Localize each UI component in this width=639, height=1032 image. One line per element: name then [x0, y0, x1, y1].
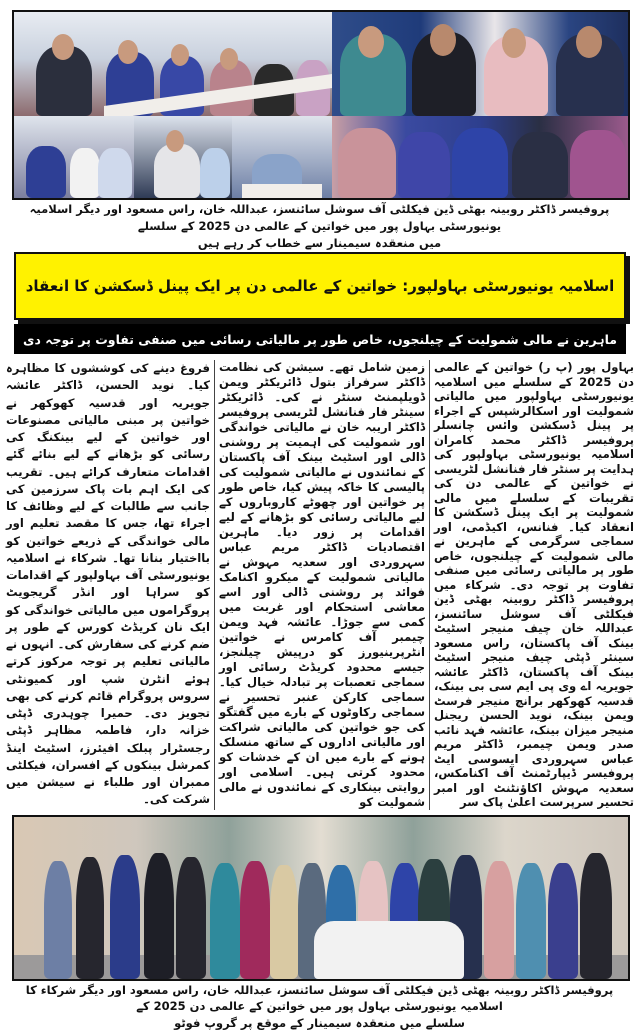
group-photo — [12, 815, 630, 981]
bottom-photo-caption — [8, 982, 631, 1031]
photo-audience-panel — [14, 12, 332, 116]
headline-banner — [14, 252, 626, 320]
subheadline-text: ماہرین نے مالی شمولیت کے چیلنجوں، خاص طور پر مالیاتی رسائی میں صنفی تفاوت پر توجہ دی — [22, 331, 618, 347]
photo-panel-speakers — [332, 12, 628, 116]
subheadline-banner — [14, 324, 626, 354]
bottom-caption-line-1: پروفیسر ڈاکٹر روبینہ بھٹی ڈین فیکلٹی آف سوشل سائنسز، عبداللہ خان، راس مسعود اور دیگر شرکاء کا اسلامیہ یونیورسٹی بہاول پور میں خواتین کے عالمی دن 2025 کے — [25, 983, 614, 1014]
article-column-2: زمین شامل تھے۔ سیشن کی نظامت ڈاکٹر سرفراز بتول ڈائریکٹر ویمن ڈویلپمنٹ سنٹر نے کی۔ ڈائریکٹر سینٹر فار فنانشل لٹریسی پروفیسر ڈاکٹر اریبہ خان نے مالیاتی خواندگی اور شمولیت کی اہمیت پر روشنی ڈالی اور اسٹیٹ بینک آف پاکستان کے نمائندوں نے مالیاتی شمولیت کی پالیسی کا خاکہ پیش کیا، خاص طور پر خواتین اور چھوٹے کاروباروں کے لیے مالیاتی رسائی کو بڑھانے کے لیے اقدامات پر زور دیا۔ ماہرین اقتصادیات ڈاکٹر مریم عباس سہروردی اور سعدیہ مہوش نے مالیاتی شمولیت کے میکرو اکنامک فوائد پر روشنی ڈالی اور اسے معاشی استحکام اور غربت میں کمی سے جوڑا۔ عائشہ فہد ویمن چیمبر آف کامرس نے خواتین انٹرپرینیورز کو درپیش چیلنجز، جیسے محدود کریڈٹ رسائی اور سماجی تعصبات پر تبادلہ خیال کیا۔ سماجی کارکن عنبر تحسیر نے سماجی رکاوٹوں کے بارے میں گفتگو کی جو خواتین کی مالیاتی شراکت اور مالیاتی اداروں کے ساتھ منسلک ہونے کے بارے میں ان کے خدشات کو محدود کرتی ہیں۔ اسلامی اور روایتی بینکاری کے نمائندوں نے مالی شمولیت کو — [219, 360, 425, 809]
article-column-1: بہاول پور (پ ر) خواتین کے عالمی دن 2025 کے سلسلے میں اسلامیہ یونیورسٹی بہاولپور میں مالیاتی شمولیت اور اسکالرشپس کے اجراء پر پینل ڈسکشن وائس چانسلر پروفیسر ڈاکٹر محمد کامران اسلامیہ یونیورسٹی بہاولپور کی ہدایت پر سنٹر فار فنانشل لٹریسی نے خواتین کے عالمی دن کی تقریبات کے سلسلے میں مالی شمولیت پر ایک پینل ڈسکشن کا انعقاد کیا۔ فنانس، اکیڈمی، اور سماجی سرگرمی کے ماہرین نے مالی شمولیت کے چیلنجوں، خاص طور پر مالیاتی رسائی میں صنفی تفاوت پر توجہ دی۔ شرکاء میں پروفیسر ڈاکٹر روبینہ بھٹی ڈین فیکلٹی آف سوشل سائنسز، عبداللہ خان چیف منیجر اسٹیٹ بینک آف پاکستان، راس مسعود سینئر ڈپٹی چیف منیجر اسٹیٹ بینک آف پاکستان، ڈاکٹر عائشہ جویریہ اے وی پی ایم سی بی بینک، قدسیہ کھوکھر برانچ منیجر فرسٹ ویمن بینک، نوید الحسن ریجنل منیجر میزان بینک، عائشہ فہد نائب صدر ویمن چیمبر، ڈاکٹر مریم عباس سہروردی ایسوسی ایٹ پروفیسر ڈیپارٹمنٹ آف اکنامکس، سعدیہ مہوش اکاؤنٹنٹ اور امبر تحسیر سرپرست اعلیٰ پاک سر — [434, 360, 634, 809]
column-divider — [214, 360, 215, 810]
top-caption-line-2: میں منعقدہ سیمینار سے خطاب کر رہے ہیں — [197, 235, 442, 250]
article-column-3: فروغ دینے کی کوششوں کا مظاہرہ کیا۔ نوید الحسن، ڈاکٹر عائشہ جویریہ اور قدسیہ کھوکھر نے خواتین پر مبنی مالیاتی مصنوعات اور خواتین کے لیے بینکنگ کی رسائی کو بڑھانے کے لیے بنائے گئے اقدامات متعارف کرائے ہیں۔ تقریب کی ایک اہم بات پاک سرزمین کی جانب سے طالبات کے لیے وظائف کا اجراء تھا، جس کا مقصد تعلیم اور مالی خواندگی کے ذریعے خواتین کو بااختیار بنانا تھا۔ شرکاء نے اسلامیہ یونیورسٹی آف بہاولپور کے اقدامات کو سراہا اور انڈر گریجویٹ پروگراموں میں مالیاتی خواندگی کو ایک نان کریڈٹ کورس کے طور پر ضم کرنے کی سفارش کی۔ انہوں نے مالیاتی تعلیم پر توجہ مرکوز کرتے ہوئے انٹرن شپ اور کمیونٹی سروس پروگرام قائم کرنے کی بھی تجویز دی۔ حمیرا چوہدری ڈپٹی خزانہ دار، فاطمہ مظاہر ڈپٹی رجسٹرار پبلک افیئرز، اسٹیٹ اینڈ کمرشل بینکوں کے افسران، فیکلٹی ممبران اور طلباء نے سیشن میں شرکت کی۔ — [6, 361, 210, 807]
headline-title: اسلامیہ یونیورسٹی بہاولپور: خواتین کے عالمی دن پر ایک پینل ڈسکشن کا انعقاد — [25, 277, 615, 295]
photo-audience-1 — [14, 116, 134, 198]
photo-audience-2 — [134, 116, 232, 198]
column-divider — [429, 360, 430, 810]
bottom-caption-line-2: سلسلے میں منعقدہ سیمینار کے موقع پر گروپ فوٹو — [174, 1015, 465, 1030]
top-photo-collage — [12, 10, 630, 200]
top-photo-caption — [8, 201, 631, 251]
photo-speakers-row — [332, 116, 628, 198]
photo-audience-3 — [232, 116, 332, 198]
photo-building-backdrop — [14, 817, 628, 979]
top-caption-line-1: پروفیسر ڈاکٹر روبینہ بھٹی ڈین فیکلٹی آف سوشل سائنسز، عبداللہ خان، راس مسعود اور دیگر اسلامیہ یونیورسٹی بہاول پور میں خواتین کے عالمی دن 2025 کے سلسلے — [29, 202, 610, 233]
